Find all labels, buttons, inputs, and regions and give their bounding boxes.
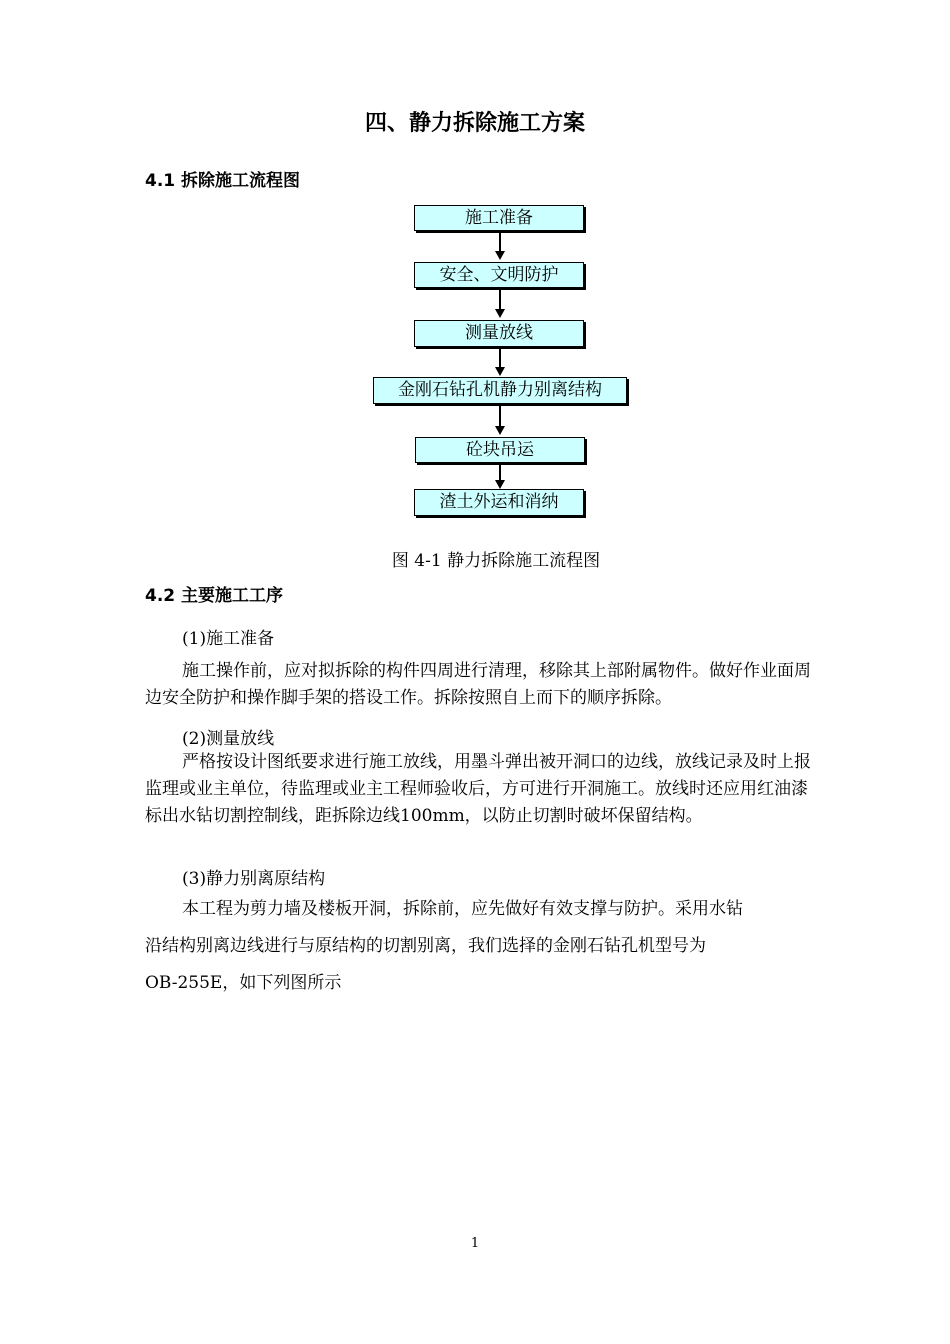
flow-arrow	[497, 232, 503, 260]
flow-arrow	[497, 348, 503, 376]
flow-arrow	[497, 405, 503, 435]
subsection-label: (1)施工准备	[182, 629, 275, 649]
flow-arrow	[497, 464, 503, 489]
paragraph: 严格按设计图纸要求进行施工放线，用墨斗弹出被开洞口的边线，放线记录及时上报监理或业主单位，待监理或业主工程师验收后，方可进行开洞施工。放线时还应用红油漆标出水钻切割控制线，距拆除边线100mm，以防止切割时破坏保留结构。	[145, 752, 811, 826]
subsection-label: (3)静力别离原结构	[182, 869, 326, 889]
flow-step-survey: 测量放线	[414, 320, 584, 347]
flow-arrow	[497, 289, 503, 318]
paragraph: 施工操作前，应对拟拆除的构件四周进行清理，移除其上部附属物件。做好作业面周边安全防护和操作脚手架的搭设工作。拆除按照自上而下的顺序拆除。	[145, 661, 811, 708]
section-heading-4-2: 4.2 主要施工工序	[145, 586, 284, 606]
paragraph-line: 沿结构别离边线进行与原结构的切割别离，我们选择的金刚石钻孔机型号为	[145, 936, 706, 956]
subsection-label: (2)测量放线	[182, 729, 275, 749]
paragraph-line: OB-255E，如下列图所示	[145, 973, 342, 993]
flow-step-lifting: 砼块吊运	[415, 437, 585, 463]
flow-step-preparation: 施工准备	[414, 205, 584, 231]
section-heading-4-1: 4.1 拆除施工流程图	[145, 171, 301, 191]
flow-step-disposal: 渣土外运和消纳	[414, 489, 584, 516]
flow-step-drilling: 金刚石钻孔机静力别离结构	[373, 377, 627, 404]
page-title: 四、静力拆除施工方案	[364, 111, 585, 136]
flow-step-safety: 安全、文明防护	[414, 262, 584, 288]
paragraph-line: 本工程为剪力墙及楼板开洞，拆除前，应先做好有效支撑与防护。采用水钻	[182, 899, 743, 919]
page-number: 1	[470, 1236, 480, 1251]
figure-caption: 图 4-1 静力拆除施工流程图	[391, 551, 601, 571]
